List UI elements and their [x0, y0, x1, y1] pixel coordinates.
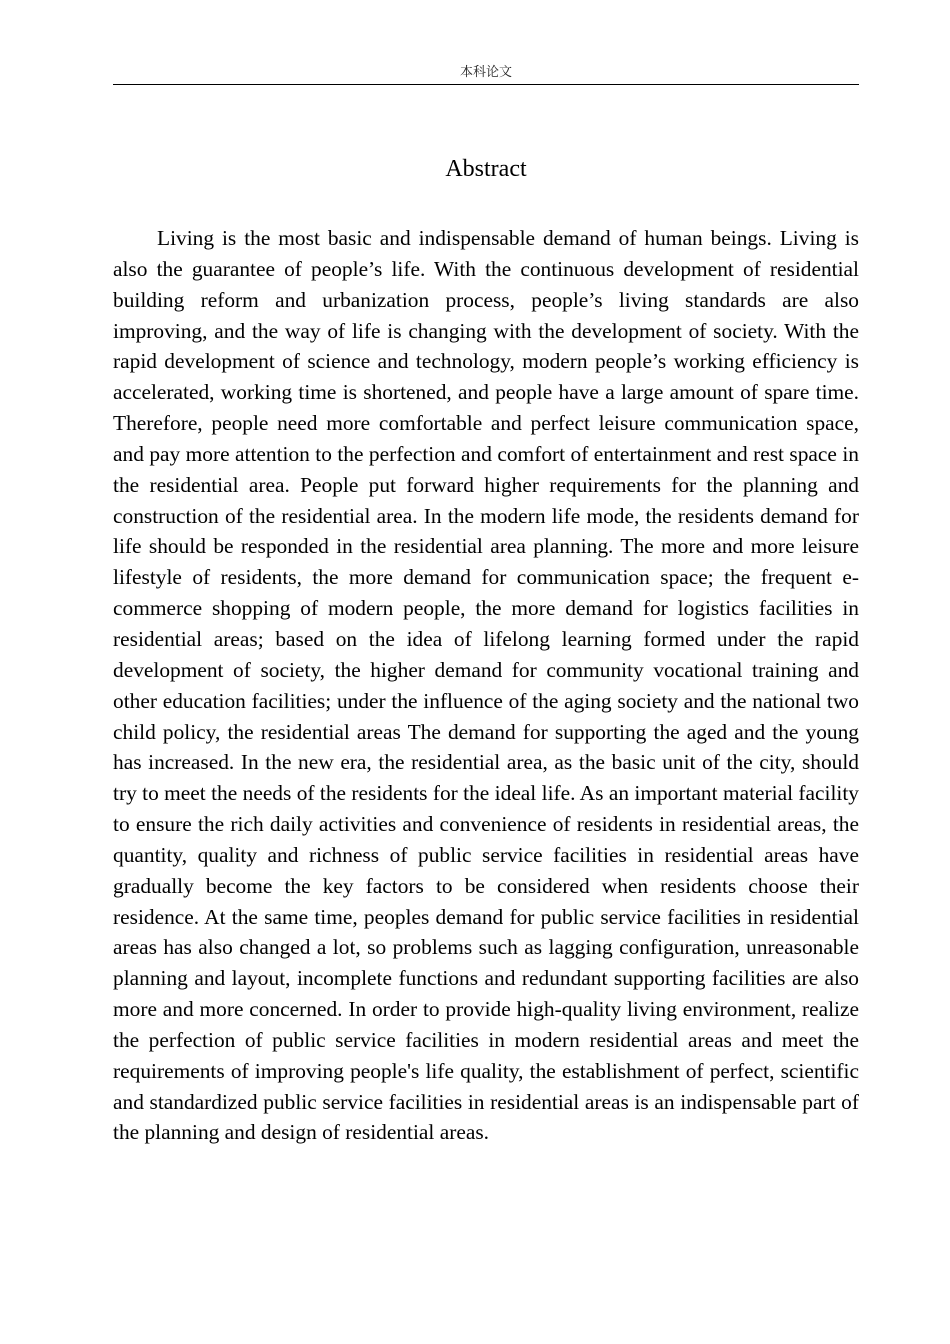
abstract-body: Living is the most basic and indispensable demand of human beings. Living is also the guarantee of people’s life. With the continuous development of residential building reform and urbanization process, people’s living standards are also improving, and the way of life is changing with the development of society. With the rapid development of science and technology, modern people’s working efficiency is accelerated, working time is shortened, and people have a large amount of spare time. Therefore, people need more comfortable and perfect leisure communication space, and pay more attention to the perfection and comfort of entertainment and rest space in the residential area. People put forward higher requirements for the planning and construction of the residential area. In the modern life mode, the residents demand for life should be responded in the residential area planning. The more and more leisure lifestyle of residents, the more demand for communication space; the frequent e-commerce shopping of modern people, the more demand for logistics facilities in residential areas; based on the idea of lifelong learning formed under the rapid development of society, the higher demand for community vocational training and other education facilities; under the influence of the aging society and the national two child policy, the residential areas The demand for supporting the aged and the young has increased. In the new era, the residential area, as the basic unit of the city, should try to meet the needs of the residents for the ideal life. As an important material facility to ensure the rich daily activities and convenience of residents in residential areas, the quantity, quality and richness of public service facilities in residential areas have gradually become the key factors to be considered when residents choose their residence. At the same time, peoples demand for public service facilities in residential areas has also changed a lot, so problems such as lagging configuration, unreasonable planning and layout, incomplete functions and redundant supporting facilities are also more and more concerned. In order to provide high-quality living environment, realize the perfection of public service facilities in modern residential areas and meet the requirements of improving people's life quality, the establishment of perfect, scientific and standardized public service facilities in residential areas is an indispensable part of the planning and design of residential areas.	[113, 226, 859, 1145]
abstract-title: Abstract	[445, 156, 527, 182]
page-header: 本科论文	[113, 62, 859, 85]
